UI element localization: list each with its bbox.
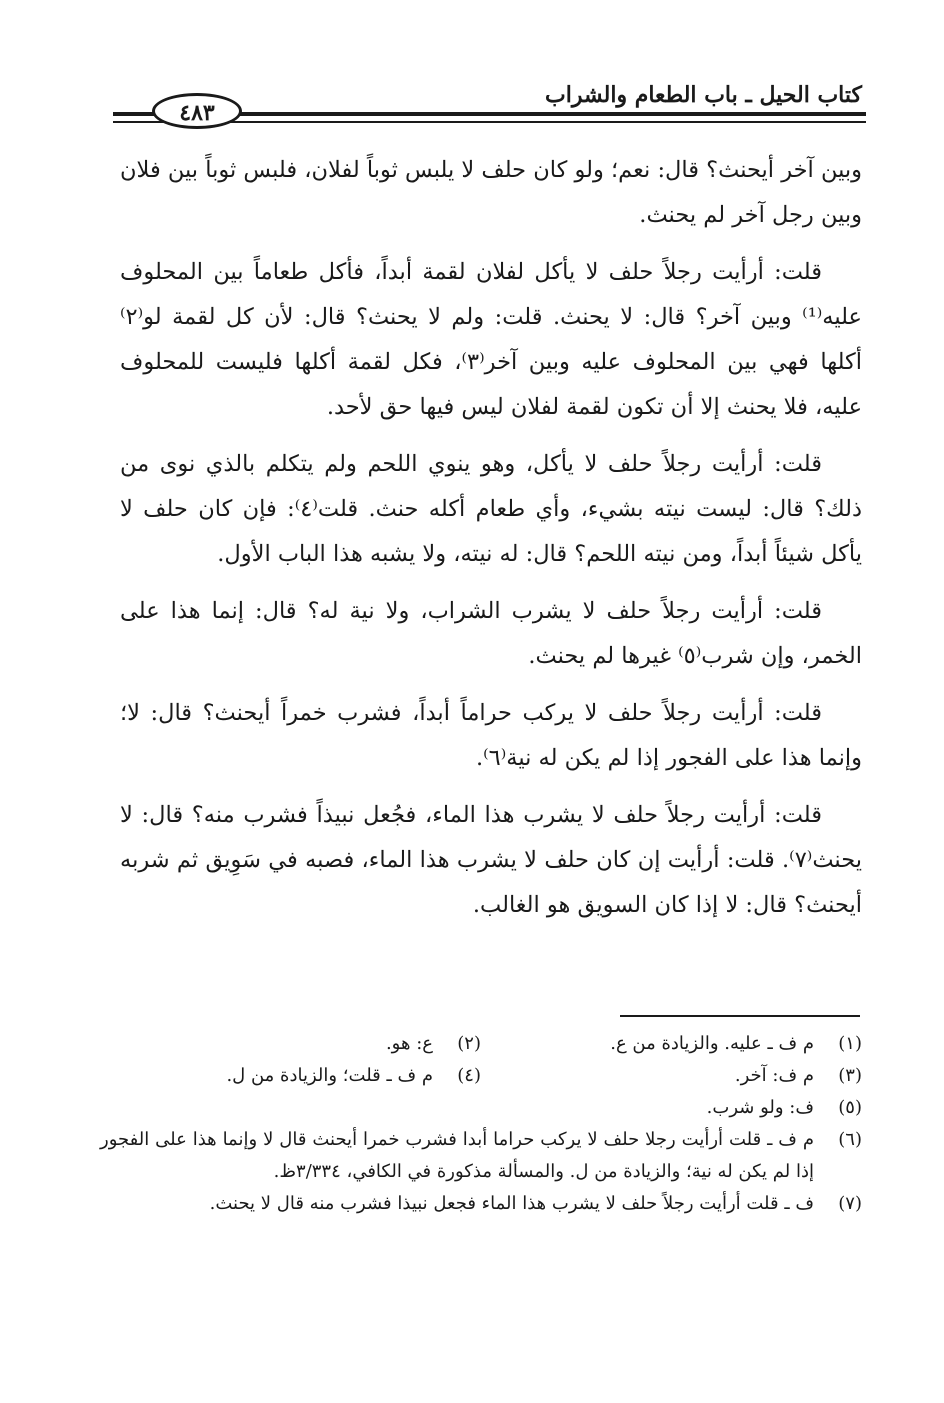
footnote-number: (٥) xyxy=(838,1097,862,1118)
footnote-number: (٢) xyxy=(457,1033,481,1054)
footnote-text: ع: هو. xyxy=(385,1033,433,1054)
footnote xyxy=(481,1060,862,1092)
footnote xyxy=(100,1124,862,1188)
paragraph: قلت: أرأيت رجلاً حلف لا يشرب الشراب، ولا نية له؟ قال: إنما هذا على الخمر، وإن شرب⁽٥⁾ غيرها لم يحنث. xyxy=(120,598,862,669)
paragraph: قلت: أرأيت رجلاً حلف لا يركب حراماً أبداً، فشرب خمراً أيحنث؟ قال: لا؛ وإنما هذا على الفجور إذا لم يكن له نية⁽٦⁾. xyxy=(120,700,862,771)
page-number: ٤٨٣ xyxy=(152,93,242,129)
footnote-text: ف: ولو شرب. xyxy=(706,1097,814,1118)
footnote-number: (٦) xyxy=(838,1129,862,1150)
paragraph: وبين آخر أيحنث؟ قال: نعم؛ ولو كان حلف لا يلبس ثوباً لفلان، فلبس ثوباً بين فلان وبين رجل آخر لم يحنث. xyxy=(120,157,862,228)
footnote-text: م ف: آخر. xyxy=(734,1065,814,1086)
footnote xyxy=(481,1028,862,1060)
footnote-number: (٤) xyxy=(457,1065,481,1086)
footnote-number: (٣) xyxy=(838,1065,862,1086)
footnote-text: م ف ـ قلت أرأيت رجلا حلف لا يركب حراما أبدا فشرب خمرا أيحنث قال لا وإنما هذا على الفجور إذا لم يكن له نية؛ والزيادة من ل. والمسألة مذكورة في الكافي، ٣/٣٣٤ظ. xyxy=(100,1129,814,1182)
footnote-text: م ف ـ عليه. والزيادة من ع. xyxy=(610,1033,814,1054)
footnote-text: م ف ـ قلت؛ والزيادة من ل. xyxy=(226,1065,433,1086)
main-text xyxy=(120,148,862,940)
footnote xyxy=(100,1092,862,1124)
paragraph: قلت: أرأيت رجلاً حلف لا يأكل، وهو ينوي اللحم ولم يتكلم بالذي نوى من ذلك؟ قال: ليست نيته بشيء، وأي طعام أكله حنث. قلت⁽٤⁾: فإن كان حلف لا يأكل شيئاً أبداً، ومن نيته اللحم؟ قال: له نيته، ولا يشبه هذا الباب الأول. xyxy=(120,451,862,567)
footnote xyxy=(100,1028,481,1060)
footnote xyxy=(100,1060,481,1092)
footnote xyxy=(100,1188,862,1220)
footnote-separator xyxy=(620,1015,860,1017)
footnotes xyxy=(100,1028,862,1220)
footnote-number: (١) xyxy=(838,1033,862,1054)
footnote-row xyxy=(100,1028,862,1060)
footnote-row xyxy=(100,1060,862,1092)
paragraph: قلت: أرأيت رجلاً حلف لا يشرب هذا الماء، فجُعل نبيذاً فشرب منه؟ قال: لا يحنث⁽٧⁾. قلت: أرأيت إن كان حلف لا يشرب هذا الماء، فصبه في سَوِيق ثم شربه أيحنث؟ قال: لا إذا كان السويق هو الغالب. xyxy=(120,802,862,918)
running-header-title: كتاب الحيل ـ باب الطعام والشراب xyxy=(545,82,862,108)
footnote-text: ف ـ قلت أرأيت رجلاً حلف لا يشرب هذا الماء فجعل نبيذا فشرب منه قال لا يحنث. xyxy=(209,1193,814,1214)
paragraph: قلت: أرأيت رجلاً حلف لا يأكل لفلان لقمة أبداً، فأكل طعاماً بين المحلوف عليه⁽¹⁾ وبين آخر؟ قال: لا يحنث. قلت: ولم لا يحنث؟ قال: لأن كل لقمة لو⁽٢⁾ أكلها فهي بين المحلوف عليه وبين آخر⁽٣⁾، فكل لقمة أكلها فليست للمحلوف عليه، فلا يحنث إلا أن تكون لقمة لفلان ليس فيها حق لأحد. xyxy=(120,259,862,420)
footnote-number: (٧) xyxy=(838,1193,862,1214)
